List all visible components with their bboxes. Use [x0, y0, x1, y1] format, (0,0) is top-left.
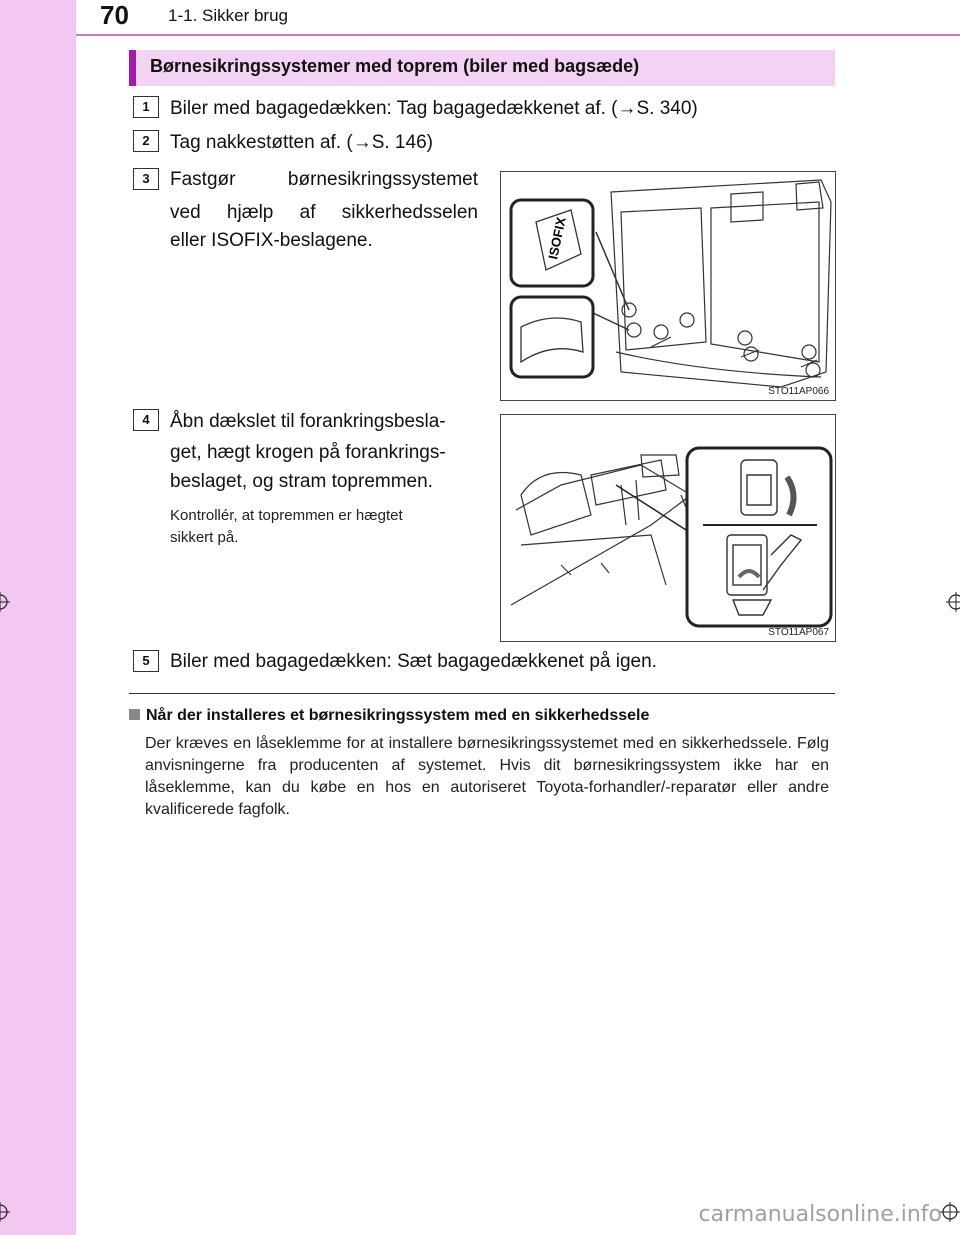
side-tab [0, 0, 76, 1235]
section-divider [129, 693, 835, 694]
header-rule [76, 34, 960, 36]
watermark: carmanualsonline.info [698, 1202, 942, 1227]
registration-mark-icon [0, 1202, 10, 1222]
step-text-4-line-2: get, hægt krogen på forankrings- [170, 442, 446, 463]
step-text-3-line-1: Fastgør børnesikringssystemet [170, 169, 478, 190]
step-number-3: 3 [133, 168, 159, 190]
subsection-heading [129, 706, 649, 726]
chapter-title: 1-1. Sikker brug [168, 6, 288, 25]
figure-code-2: STO11AP067 [768, 627, 829, 638]
subsection-body: Der kræves en låseklemme for at installere børnesikringssystemet med en sikkerhedssele. Følg anvisningerne fra producenten af systemet. Hvis dit børnesikringssystem ikke har en låseklemme, kan du købe en hos en autoriseret Toyota-forhandler/-reparatør eller andre kvalificerede fagfolk. [145, 735, 829, 818]
figure-tether-anchor [500, 414, 836, 642]
step-number-2: 2 [133, 130, 159, 152]
step-text-1: Biler med bagagedækken: Tag bagagedækkenet af. (→S. 340) [170, 98, 698, 119]
step-text-4-line-1: Åbn dækslet til forankringsbesla- [170, 411, 446, 432]
step-text-3-line-2: ved hjælp af sikkerhedsselen [170, 202, 478, 223]
figure-isofix [500, 171, 836, 401]
step-note-4-line-2: sikkert på. [170, 529, 239, 546]
figure-code-1: STO11AP066 [768, 386, 829, 397]
registration-mark-icon [940, 1202, 960, 1222]
step-text-5: Biler med bagagedækken: Sæt bagagedækkenet på igen. [170, 651, 657, 672]
registration-mark-icon [946, 592, 960, 612]
isofix-label: ISOFIX [545, 215, 569, 261]
bullet-square-icon [129, 709, 140, 720]
page-number: 70 [100, 0, 129, 30]
step-number-5: 5 [133, 650, 159, 672]
step-number-1: 1 [133, 96, 159, 118]
step-note-4-line-1: Kontrollér, at topremmen er hægtet [170, 507, 403, 524]
section-title: Børnesikringssystemer med toprem (biler med bagsæde) [150, 56, 640, 76]
subsection-heading-text: Når der installeres et børnesikringssystem med en sikkerhedssele [146, 707, 650, 724]
step-number-4: 4 [133, 409, 159, 431]
step-text-4-line-3: beslaget, og stram topremmen. [170, 471, 433, 492]
registration-mark-icon [0, 592, 10, 612]
step-text-2: Tag nakkestøtten af. (→S. 146) [170, 132, 433, 153]
tether-anchor-illustration [501, 415, 835, 641]
step-text-3-line-3: eller ISOFIX-beslagene. [170, 230, 373, 251]
section-title-box [129, 50, 835, 86]
rear-seat-illustration [501, 172, 835, 400]
